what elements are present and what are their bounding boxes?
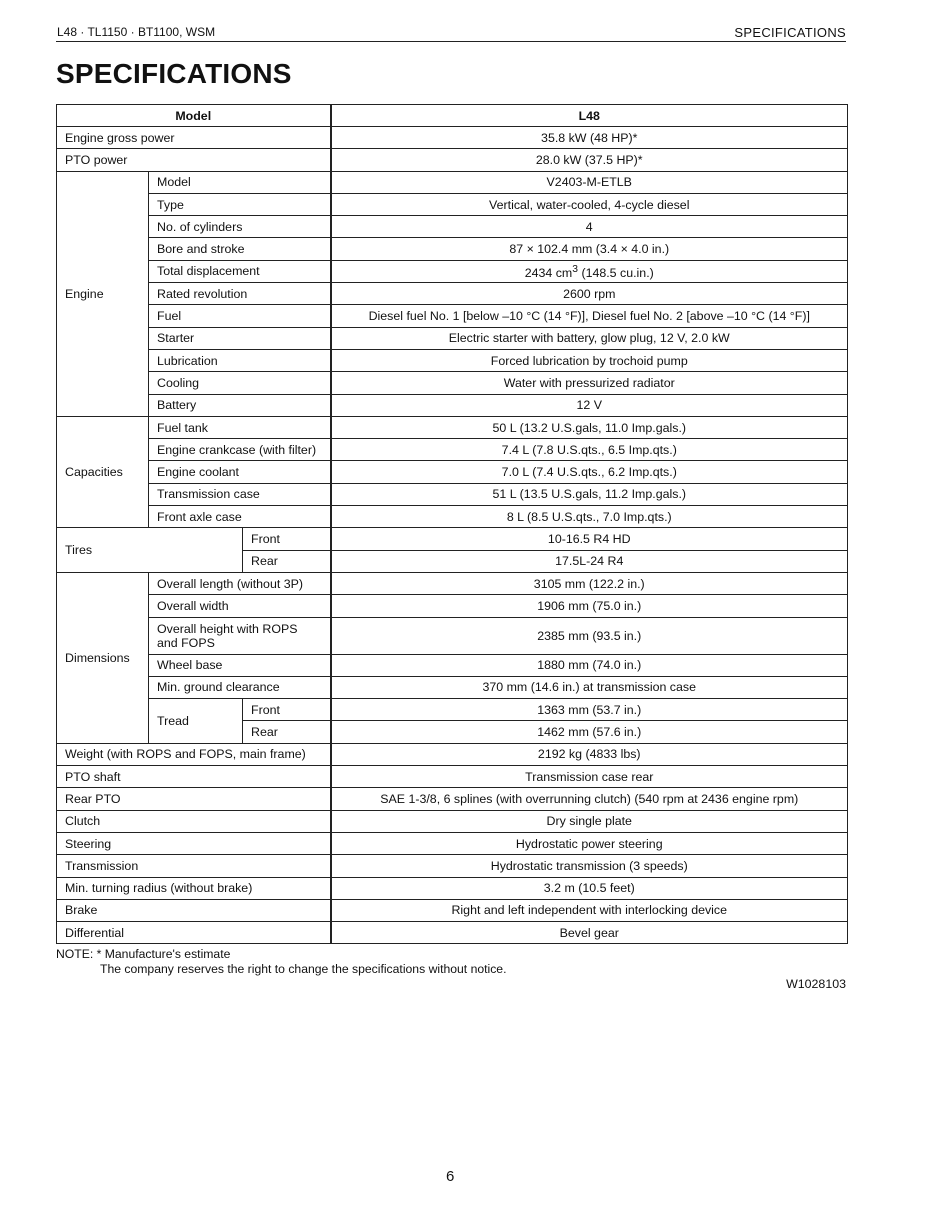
table-row xyxy=(57,743,848,765)
group-label-dimensions: Dimensions xyxy=(57,572,149,743)
row-label: Wheel base xyxy=(149,654,331,676)
row-value: Transmission case rear xyxy=(331,766,848,788)
row-value: Forced lubrication by trochoid pump xyxy=(331,349,848,371)
header-rule xyxy=(56,41,846,42)
row-label: Rear xyxy=(243,550,331,572)
document-code: W1028103 xyxy=(786,977,846,991)
row-label: Front xyxy=(243,528,331,550)
row-value: Vertical, water-cooled, 4-cycle diesel xyxy=(331,193,848,215)
row-label: Transmission case xyxy=(149,483,331,505)
row-value: V2403-M-ETLB xyxy=(331,171,848,193)
header-manual-name: L48 · TL1150 · BT1100, WSM xyxy=(57,25,216,39)
table-row xyxy=(57,305,848,327)
row-label: Cooling xyxy=(149,372,331,394)
row-label: Min. ground clearance xyxy=(149,676,331,698)
row-label: Differential xyxy=(57,922,331,944)
row-label: Starter xyxy=(149,327,331,349)
table-row xyxy=(57,193,848,215)
page-title: SPECIFICATIONS xyxy=(56,58,292,89)
table-row xyxy=(57,506,848,528)
displacement-imperial: (148.5 cu.in.) xyxy=(578,265,654,280)
table-row xyxy=(57,127,848,149)
row-value: 2192 kg (4833 lbs) xyxy=(331,743,848,765)
row-value: 17.5L-24 R4 xyxy=(331,550,848,572)
row-value: 3.2 m (10.5 feet) xyxy=(331,877,848,899)
group-label-capacities: Capacities xyxy=(57,416,149,527)
row-label: Rear PTO xyxy=(57,788,331,810)
group-label-engine: Engine xyxy=(57,171,149,416)
displacement-value: 2434 cm xyxy=(524,265,573,280)
row-value: SAE 1-3/8, 6 splines (with overrunning clutch) (540 rpm at 2436 engine rpm) xyxy=(331,788,848,810)
row-value: 28.0 kW (37.5 HP)* xyxy=(331,149,848,171)
row-label: Min. turning radius (without brake) xyxy=(57,877,331,899)
table-row xyxy=(57,372,848,394)
table-row xyxy=(57,216,848,238)
row-value: Dry single plate xyxy=(331,810,848,832)
row-value: 1363 mm (53.7 in.) xyxy=(331,699,848,721)
table-row xyxy=(57,260,848,282)
table-row xyxy=(57,461,848,483)
table-row xyxy=(57,394,848,416)
row-label: Type xyxy=(149,193,331,215)
specifications-table xyxy=(56,104,848,944)
row-label: Rear xyxy=(243,721,331,743)
row-value: Right and left independent with interlocking device xyxy=(331,899,848,921)
row-value: Hydrostatic transmission (3 speeds) xyxy=(331,855,848,877)
row-value: 8 L (8.5 U.S.qts., 7.0 Imp.qts.) xyxy=(331,506,848,528)
row-label: PTO power xyxy=(57,149,331,171)
row-label: Clutch xyxy=(57,810,331,832)
row-label: Lubrication xyxy=(149,349,331,371)
row-value: 50 L (13.2 U.S.gals, 11.0 Imp.gals.) xyxy=(331,416,848,438)
note-disclaimer: The company reserves the right to change the specifications without notice. xyxy=(100,962,507,976)
row-value: Water with pressurized radiator xyxy=(331,372,848,394)
row-label: Rated revolution xyxy=(149,283,331,305)
row-value: 7.0 L (7.4 U.S.qts., 6.2 Imp.qts.) xyxy=(331,461,848,483)
row-value: Hydrostatic power steering xyxy=(331,832,848,854)
row-value: Bevel gear xyxy=(331,922,848,944)
table-row xyxy=(57,483,848,505)
row-value: 12 V xyxy=(331,394,848,416)
table-row xyxy=(57,283,848,305)
table-row xyxy=(57,171,848,193)
row-label: Bore and stroke xyxy=(149,238,331,260)
row-value-displacement xyxy=(331,260,848,282)
row-label: Steering xyxy=(57,832,331,854)
row-value: 370 mm (14.6 in.) at transmission case xyxy=(331,676,848,698)
row-value: 1906 mm (75.0 in.) xyxy=(331,595,848,617)
table-row xyxy=(57,877,848,899)
row-label: Front xyxy=(243,699,331,721)
row-value: Electric starter with battery, glow plug, 12 V, 2.0 kW xyxy=(331,327,848,349)
row-value: Diesel fuel No. 1 [below –10 °C (14 °F)], Diesel fuel No. 2 [above –10 °C (14 °F)] xyxy=(331,305,848,327)
table-row xyxy=(57,572,848,594)
row-value: 4 xyxy=(331,216,848,238)
row-value: 3105 mm (122.2 in.) xyxy=(331,572,848,594)
row-value: 2385 mm (93.5 in.) xyxy=(331,617,848,654)
row-value: 2600 rpm xyxy=(331,283,848,305)
row-label: Transmission xyxy=(57,855,331,877)
table-row xyxy=(57,349,848,371)
table-row xyxy=(57,855,848,877)
table-row xyxy=(57,810,848,832)
row-label: Overall width xyxy=(149,595,331,617)
row-label: No. of cylinders xyxy=(149,216,331,238)
row-label: Weight (with ROPS and FOPS, main frame) xyxy=(57,743,331,765)
table-row xyxy=(57,439,848,461)
table-row xyxy=(57,617,848,654)
row-label: Engine coolant xyxy=(149,461,331,483)
row-label: Engine gross power xyxy=(57,127,331,149)
row-value: 10-16.5 R4 HD xyxy=(331,528,848,550)
model-column-header: Model xyxy=(57,105,331,127)
table-row xyxy=(57,766,848,788)
row-value: 7.4 L (7.8 U.S.qts., 6.5 Imp.qts.) xyxy=(331,439,848,461)
cubic-superscript: 3 xyxy=(572,263,578,275)
table-row xyxy=(57,327,848,349)
row-value: 1462 mm (57.6 in.) xyxy=(331,721,848,743)
row-label: Engine crankcase (with filter) xyxy=(149,439,331,461)
row-label: Total displacement xyxy=(149,260,331,282)
page-number: 6 xyxy=(446,1168,455,1185)
table-row xyxy=(57,899,848,921)
row-label: Battery xyxy=(149,394,331,416)
row-label: PTO shaft xyxy=(57,766,331,788)
note-estimate: NOTE: * Manufacture's estimate xyxy=(56,947,231,961)
table-row xyxy=(57,699,848,721)
table-row xyxy=(57,676,848,698)
table-row xyxy=(57,149,848,171)
table-row xyxy=(57,528,848,550)
tread-label: Tread xyxy=(149,699,243,744)
table-row xyxy=(57,238,848,260)
row-label: Overall length (without 3P) xyxy=(149,572,331,594)
table-row xyxy=(57,922,848,944)
table-row xyxy=(57,788,848,810)
row-label: Fuel xyxy=(149,305,331,327)
table-row xyxy=(57,654,848,676)
row-label: Fuel tank xyxy=(149,416,331,438)
model-value-header: L48 xyxy=(331,105,848,127)
table-row xyxy=(57,595,848,617)
row-value: 35.8 kW (48 HP)* xyxy=(331,127,848,149)
table-row xyxy=(57,832,848,854)
row-value: 1880 mm (74.0 in.) xyxy=(331,654,848,676)
row-label: Model xyxy=(149,171,331,193)
row-label: Front axle case xyxy=(149,506,331,528)
row-label: Overall height with ROPS and FOPS xyxy=(149,617,331,654)
row-label: Brake xyxy=(57,899,331,921)
row-value: 87 × 102.4 mm (3.4 × 4.0 in.) xyxy=(331,238,848,260)
table-header-row xyxy=(57,105,848,127)
row-value: 51 L (13.5 U.S.gals, 11.2 Imp.gals.) xyxy=(331,483,848,505)
group-label-tires: Tires xyxy=(57,528,243,573)
header-section-name: SPECIFICATIONS xyxy=(734,25,846,40)
table-row xyxy=(57,416,848,438)
